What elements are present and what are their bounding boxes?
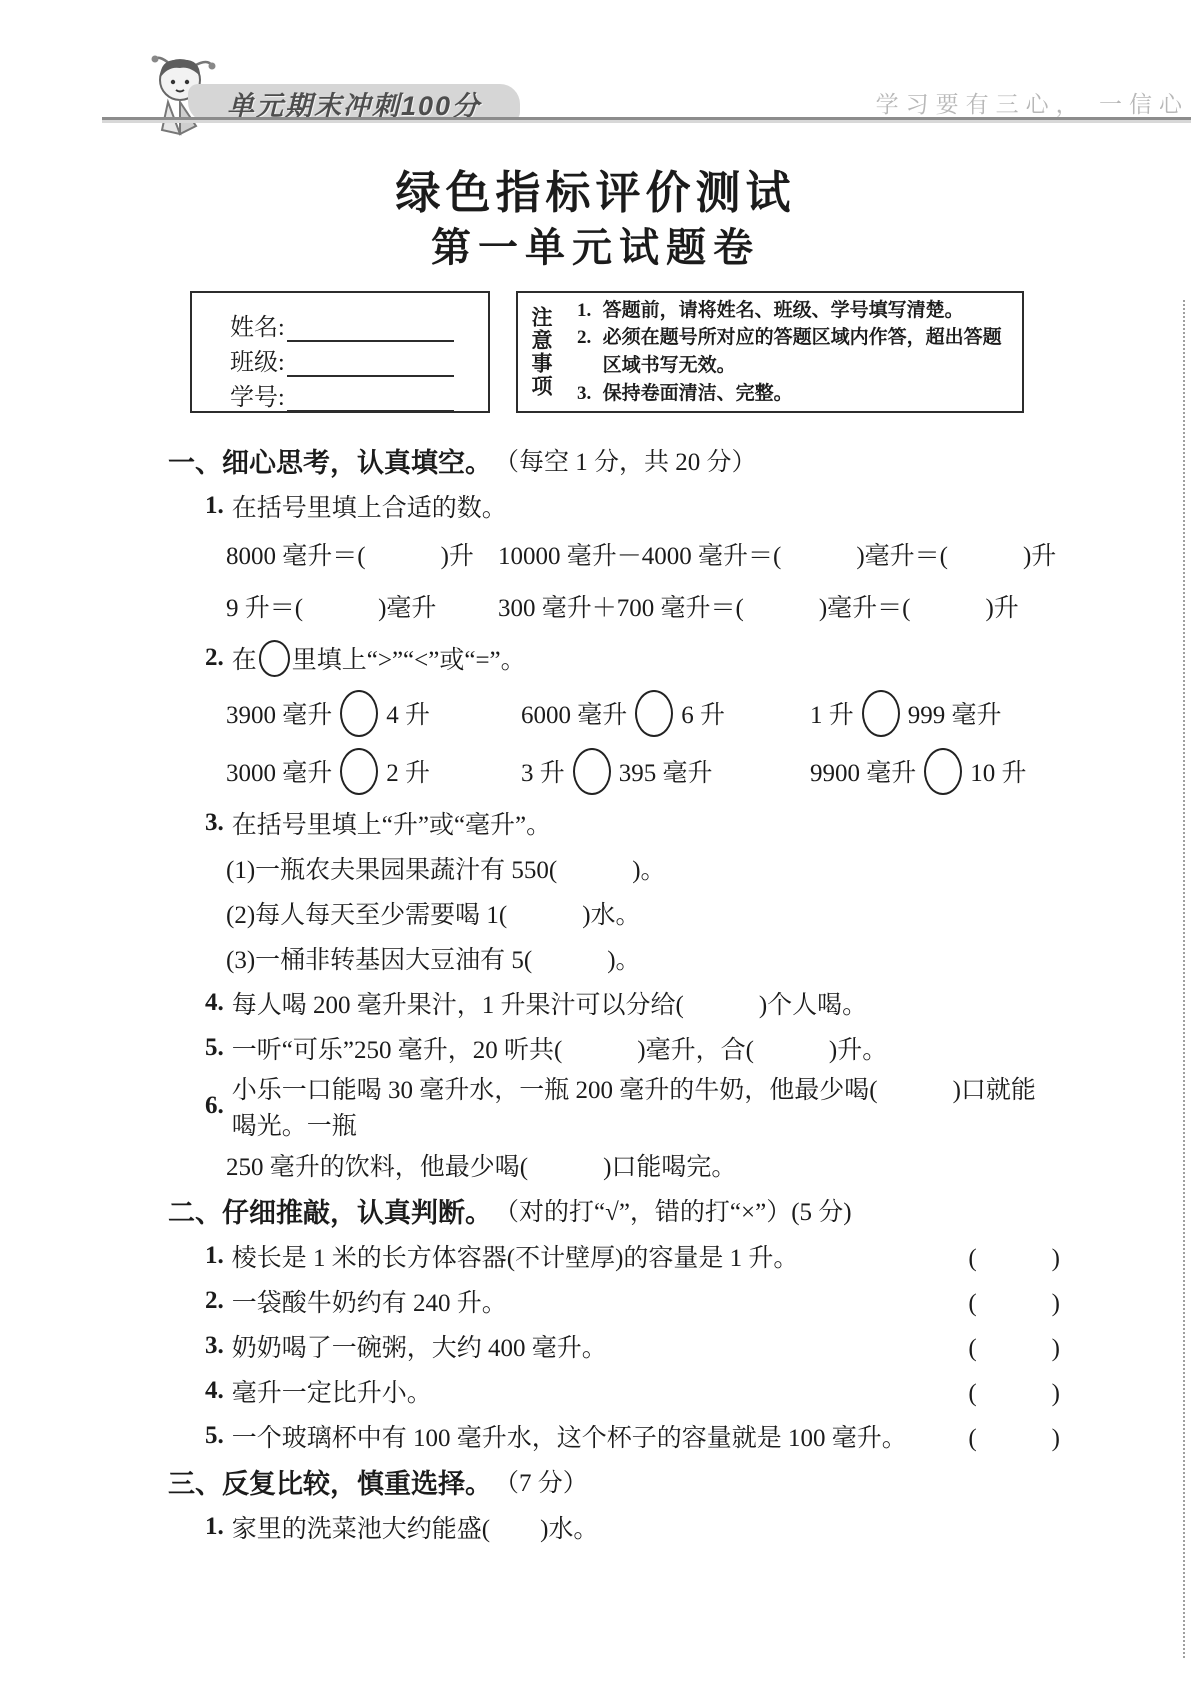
compare-right: 395 毫升 — [618, 760, 713, 787]
q2-stem — [205, 632, 1060, 684]
judge-answer-bracket: ( ) — [968, 1424, 1060, 1452]
judge-answer-bracket: ( ) — [968, 1334, 1060, 1362]
section3-q1-text: 家里的洗菜池大约能盛( )水。 — [231, 1515, 599, 1543]
notice-item-number: 1. — [577, 299, 592, 321]
judge-answer-bracket: ( ) — [968, 1379, 1060, 1407]
notice-item — [577, 297, 1014, 325]
section1-heading-text: 一、细心思考，认真填空。 — [168, 447, 492, 478]
judge-item-1 — [205, 1233, 1060, 1278]
compare-right: 2 升 — [386, 760, 431, 787]
compare-right: 6 升 — [681, 702, 726, 729]
compare-left: 1 升 — [810, 702, 854, 729]
section3-q1 — [205, 1504, 1060, 1549]
q2-row2 — [226, 742, 1060, 800]
judge-answer-bracket: ( ) — [968, 1289, 1060, 1317]
compare-circle-icon — [573, 748, 611, 795]
name-blank-line — [287, 316, 454, 342]
name-label: 姓名: — [230, 315, 285, 341]
judge-item-2 — [205, 1278, 1060, 1323]
header-divider — [102, 117, 1191, 120]
notice-box — [516, 291, 1024, 413]
header-slogan: 学习要有三心， 一信心 — [875, 91, 1189, 117]
q4-number: 4. — [205, 988, 224, 1016]
q4 — [205, 980, 1060, 1025]
compare-item — [226, 690, 521, 737]
section1-heading-note: （每空 1 分，共 20 分） — [494, 449, 757, 476]
compare-right: 999 毫升 — [907, 702, 1002, 729]
q1-line1 — [226, 528, 1060, 580]
notice-item-text: 保持卷面清洁、完整。 — [602, 382, 793, 404]
compare-item — [521, 690, 810, 737]
q5-number: 5. — [205, 1033, 224, 1061]
q6-text-line2: 250 毫升的饮料，他最少喝( )口能喝完。 — [226, 1153, 737, 1181]
q4-text: 每人喝 200 毫升果汁，1 升果汁可以分给( )个人喝。 — [231, 991, 868, 1019]
section2-heading-text: 二、仔细推敲，认真判断。 — [168, 1197, 492, 1228]
notice-items — [551, 295, 1022, 409]
q2-number: 2. — [205, 644, 224, 671]
q3-sub2 — [226, 890, 1060, 935]
q1-blank-d: 300 毫升＋700 毫升＝( )毫升＝( )升 — [498, 595, 1019, 622]
compare-circle-icon — [924, 748, 962, 795]
notice-item-text: 答题前，请将姓名、班级、学号填写清楚。 — [602, 299, 964, 321]
compare-item — [521, 748, 810, 795]
q6-line2 — [226, 1142, 1060, 1187]
q1-line2 — [226, 580, 1060, 632]
questions-area — [168, 437, 1060, 1549]
q3-sub1 — [226, 845, 1060, 890]
q3-stem-text: 在括号里填上“升”或“毫升”。 — [231, 811, 552, 839]
page-edge-dotted-line — [1183, 300, 1185, 1658]
page-subtitle: 第一单元试题卷 — [431, 226, 760, 270]
judge-number: 5. — [205, 1421, 224, 1449]
judge-text: 一个玻璃杯中有 100 毫升水，这个杯子的容量就是 100 毫升。 — [231, 1424, 907, 1452]
q3-sub2-text: (2)每人每天至少需要喝 1( )水。 — [226, 901, 641, 929]
q3-stem — [205, 800, 1060, 845]
q6-number: 6. — [205, 1092, 224, 1119]
compare-item — [810, 748, 1060, 795]
section2-heading — [168, 1187, 1060, 1233]
compare-left: 3000 毫升 — [226, 760, 333, 787]
judge-text: 奶奶喝了一碗粥，大约 400 毫升。 — [231, 1334, 607, 1362]
id-row — [230, 377, 454, 412]
compare-right: 4 升 — [386, 702, 431, 729]
q1-blank-a: 8000 毫升＝( )升 — [226, 543, 474, 570]
compare-circle-icon — [340, 748, 378, 795]
judge-answer-bracket: ( ) — [968, 1244, 1060, 1272]
compare-right: 10 升 — [970, 760, 1027, 787]
q3-sub1-text: (1)一瓶农夫果园果蔬汁有 550( )。 — [226, 856, 666, 884]
judge-text: 毫升一定比升小。 — [231, 1379, 432, 1407]
section2-heading-note: （对的打“√”，错的打“×”）(5 分) — [494, 1199, 852, 1226]
notice-item — [577, 324, 1014, 379]
compare-left: 3 升 — [521, 760, 565, 787]
compare-circle-icon — [340, 690, 378, 737]
name-row — [230, 307, 454, 342]
q1-blank-b: 10000 毫升－4000 毫升＝( )毫升＝( )升 — [498, 543, 1057, 570]
notice-item — [577, 380, 1014, 408]
section3-q1-number: 1. — [205, 1512, 224, 1540]
judge-number: 1. — [205, 1241, 224, 1269]
class-label: 班级: — [230, 350, 285, 376]
compare-left: 9900 毫升 — [810, 760, 917, 787]
student-info-box — [190, 291, 490, 413]
judge-item-5 — [205, 1413, 1060, 1458]
q3-number: 3. — [205, 808, 224, 836]
class-row — [230, 342, 454, 377]
q6-text-line1: 小乐一口能喝 30 毫升水，一瓶 200 毫升的牛奶，他最少喝( )口就能喝光。一瓶 — [231, 1077, 1036, 1140]
compare-circle-icon — [259, 640, 290, 677]
q1-stem-text: 在括号里填上合适的数。 — [231, 494, 507, 522]
section3-heading-note: （7 分） — [494, 1470, 588, 1497]
section1-heading — [168, 437, 1060, 483]
q1-stem — [205, 483, 1060, 528]
judge-number: 3. — [205, 1331, 224, 1359]
notice-item-number: 2. — [577, 327, 592, 349]
notice-label: 注意事项 — [529, 306, 552, 398]
q2-stem-post: 里填上“>”“<”或“=”。 — [291, 647, 526, 674]
compare-left: 6000 毫升 — [521, 702, 628, 729]
q6-line1 — [205, 1070, 1060, 1142]
judge-text: 一袋酸牛奶约有 240 升。 — [231, 1289, 507, 1317]
compare-left: 3900 毫升 — [226, 702, 333, 729]
compare-circle-icon — [635, 690, 673, 737]
q1-blank-c: 9 升＝( )毫升 — [226, 595, 437, 622]
compare-circle-icon — [862, 690, 900, 737]
section3-heading — [168, 1458, 1060, 1504]
class-blank-line — [287, 351, 454, 377]
q5 — [205, 1025, 1060, 1070]
id-label: 学号: — [230, 385, 285, 411]
judge-item-4 — [205, 1368, 1060, 1413]
page-title: 绿色指标评价测试 — [395, 168, 796, 218]
notice-item-text: 必须在题号所对应的答题区域内作答，超出答题区域书写无效。 — [602, 327, 1002, 376]
judge-number: 2. — [205, 1286, 224, 1314]
q2-row1 — [226, 684, 1060, 742]
compare-item — [226, 748, 521, 795]
series-badge: 单元期末冲刺100分 — [188, 84, 520, 122]
judge-item-3 — [205, 1323, 1060, 1368]
id-blank-line — [287, 386, 454, 412]
q5-text: 一听“可乐”250 毫升，20 听共( )毫升，合( )升。 — [231, 1036, 888, 1064]
section3-heading-text: 三、反复比较，慎重选择。 — [168, 1468, 492, 1499]
q3-sub3-text: (3)一桶非转基因大豆油有 5( )。 — [226, 946, 641, 974]
q3-sub3 — [226, 935, 1060, 980]
notice-item-number: 3. — [577, 382, 592, 404]
q1-number: 1. — [205, 491, 224, 519]
q2-stem-pre: 在 — [231, 647, 257, 674]
judge-number: 4. — [205, 1376, 224, 1404]
judge-text: 棱长是 1 米的长方体容器(不计壁厚)的容量是 1 升。 — [231, 1244, 799, 1272]
compare-item — [810, 690, 1060, 737]
